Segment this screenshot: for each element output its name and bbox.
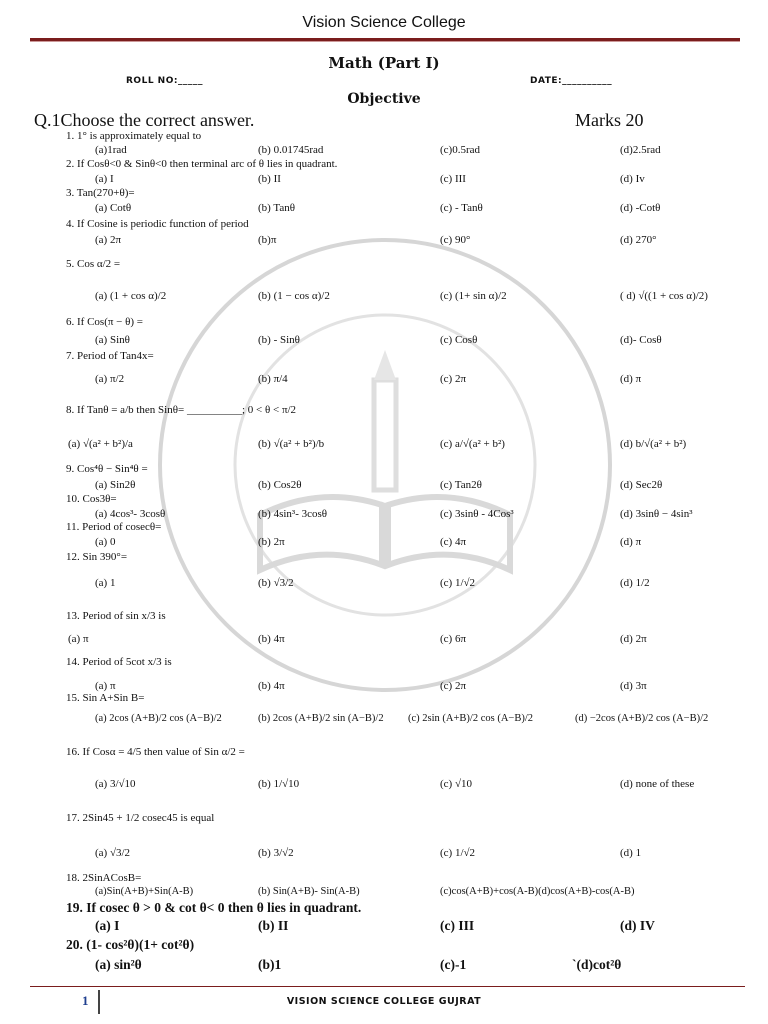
option-d: (d) none of these: [620, 778, 695, 790]
option-c: (c) 2sin (A+B)/2 cos (A−B)/2: [408, 713, 533, 724]
option-b: (b) 4π: [258, 633, 285, 645]
option-a: (a)Sin(A+B)+Sin(A-B): [95, 886, 194, 897]
question-stem: 16. If Cosα = 4/5 then value of Sin α/2 =: [66, 746, 245, 758]
header-divider: [30, 38, 740, 42]
option-b: (b) - Sinθ: [258, 334, 300, 346]
option-a: (a) √(a² + b²)/a: [68, 438, 133, 450]
question-stem: 7. Period of Tan4x=: [66, 350, 154, 362]
question-stem: 6. If Cos(π − θ) =: [66, 316, 143, 328]
option-d: (d) Iv: [620, 173, 645, 185]
option-a: (a) Sinθ: [95, 334, 130, 346]
roll-number-field: ROLL NO:_____: [126, 76, 203, 86]
option-d: (d) 270°: [620, 234, 657, 246]
option-b: (b) π/4: [258, 373, 288, 385]
option-d: (d) −2cos (A+B)/2 cos (A−B)/2: [575, 713, 709, 724]
question-stem: 12. Sin 390°=: [66, 551, 128, 563]
option-a: (a) 3/√10: [95, 778, 136, 790]
footer-college-name: VISION SCIENCE COLLEGE GUJRAT: [286, 996, 482, 1007]
option-a: (a) 1: [95, 577, 116, 589]
question-stem: 8. If Tanθ = a/b then Sinθ= __________; 0 < θ < π/2: [66, 404, 297, 416]
option-c: (c) (1+ sin α)/2: [440, 290, 507, 302]
question-stem: 13. Period of sin x/3 is: [66, 610, 166, 622]
option-c: (c) 1/√2: [440, 847, 476, 859]
option-d: (d) 3π: [620, 680, 647, 692]
question-stem: 19. If cosec θ > 0 & cot θ< 0 then θ lies in quadrant.: [66, 900, 362, 915]
option-a: (a) Cotθ: [95, 202, 132, 214]
option-b: (b) 1/√10: [258, 778, 300, 790]
section-heading: Q.1Choose the correct answer.: [34, 110, 255, 130]
option-a: (a) √3/2: [95, 847, 131, 859]
option-c: (c) 3sinθ - 4Cos³: [440, 508, 514, 520]
option-c: (c) III: [440, 918, 475, 933]
option-c: (c) √10: [440, 778, 472, 790]
option-d: (d) 3sinθ − 4sin³: [620, 508, 693, 520]
option-d: (d) 1: [620, 847, 642, 859]
option-d: (d) 2π: [620, 633, 647, 645]
question-stem: 3. Tan(270+θ)=: [66, 187, 135, 199]
option-d: (d) IV: [620, 918, 655, 933]
question-stem: 15. Sin A+Sin B=: [66, 692, 145, 704]
option-c: (c) a/√(a² + b²): [440, 438, 505, 450]
marks-label: Marks 20: [575, 110, 644, 130]
option-c: (c) Cosθ: [440, 334, 478, 346]
option-c: (c) 2π: [440, 373, 467, 385]
option-d: ( d) √((1 + cos α)/2): [620, 290, 708, 302]
option-b: (b) II: [258, 173, 281, 185]
option-d: (d)- Cosθ: [620, 334, 662, 346]
option-c: (c) III: [440, 173, 466, 185]
option-a: (a) π: [68, 633, 89, 645]
page-title: Math (Part I): [328, 54, 440, 72]
option-b: (b) 2cos (A+B)/2 sin (A−B)/2: [258, 713, 384, 724]
header-college-name: Vision Science College: [302, 14, 466, 31]
option-c: (c) 2π: [440, 680, 467, 692]
option-d: (d) -Cotθ: [620, 202, 661, 214]
college-seal-watermark: [150, 230, 620, 700]
option-b: (b)1: [258, 957, 282, 972]
question-stem: 18. 2SinACosB=: [66, 872, 142, 884]
option-c: (c) - Tanθ: [440, 202, 483, 214]
question-stem: 9. Cos⁴θ − Sin⁴θ =: [66, 463, 148, 475]
option-a: (a)1rad: [95, 144, 127, 156]
option-c: (c) 90°: [440, 234, 471, 246]
option-b: (b) Cos2θ: [258, 479, 302, 491]
option-d: (d) Sec2θ: [620, 479, 663, 491]
option-b: (b)π: [258, 234, 277, 246]
option-d: (d)2.5rad: [620, 144, 661, 156]
option-a: (a) (1 + cos α)/2: [95, 290, 167, 302]
question-stem: 20. (1- cos²θ)(1+ cot²θ): [66, 937, 195, 952]
option-a: (a) Sin2θ: [95, 479, 136, 491]
option-b: (b) (1 − cos α)/2: [258, 290, 330, 302]
option-d: (d) b/√(a² + b²): [620, 438, 687, 450]
question-stem: 2. If Cosθ<0 & Sinθ<0 then terminal arc of θ lies in quadrant.: [66, 158, 338, 170]
option-b: (b) Tanθ: [258, 202, 295, 214]
question-stem: 14. Period of 5cot x/3 is: [66, 656, 172, 668]
question-stem: 10. Cos3θ=: [66, 493, 117, 505]
option-b: (b) √3/2: [258, 577, 294, 589]
option-a: (a) sin²θ: [95, 957, 142, 972]
question-stem: 17. 2Sin45 + 1/2 cosec45 is equal: [66, 812, 215, 824]
option-c: (c) 4π: [440, 536, 467, 548]
option-a: (a) I: [95, 173, 114, 185]
option-c: (c) 1/√2: [440, 577, 476, 589]
option-b: (b) √(a² + b²)/b: [258, 438, 325, 450]
option-d: (d) π: [620, 373, 642, 385]
date-field: DATE:__________: [530, 76, 613, 86]
option-c: (c)-1: [440, 957, 467, 972]
option-d: (d) π: [620, 536, 642, 548]
option-b: (b) Sin(A+B)- Sin(A-B): [258, 886, 360, 897]
option-a: (a) 2π: [95, 234, 122, 246]
option-b: (b) 2π: [258, 536, 285, 548]
option-b: (b) 0.01745rad: [258, 144, 324, 156]
page-number: 1: [82, 993, 89, 1008]
option-a: (a) I: [95, 918, 120, 933]
question-stem: 4. If Cosine is periodic function of period: [66, 218, 249, 230]
option-c-d: (c)cos(A+B)+cos(A-B)(d)cos(A+B)-cos(A-B): [440, 886, 635, 897]
option-c: (c) 6π: [440, 633, 467, 645]
option-d: (d) 1/2: [620, 577, 650, 589]
option-a: (a) π: [95, 680, 116, 692]
option-c: (c)0.5rad: [440, 144, 481, 156]
option-c: (c) Tan2θ: [440, 479, 482, 491]
footer-divider: [30, 986, 745, 987]
option-a: (a) 4cos³- 3cosθ: [95, 508, 166, 520]
option-b: (b) 3/√2: [258, 847, 294, 859]
option-d: `(d)cot²θ: [572, 957, 622, 972]
option-b: (b) II: [258, 918, 289, 933]
question-stem: 5. Cos α/2 =: [66, 258, 121, 270]
question-stem: 1. 1° is approximately equal to: [66, 130, 202, 142]
option-b: (b) 4sin³- 3cosθ: [258, 508, 328, 520]
option-a: (a) 0: [95, 536, 116, 548]
option-a: (a) 2cos (A+B)/2 cos (A−B)/2: [95, 713, 222, 724]
question-stem: 11. Period of cosecθ=: [66, 521, 162, 533]
section-subtitle: Objective: [347, 91, 421, 107]
option-a: (a) π/2: [95, 373, 125, 385]
option-b: (b) 4π: [258, 680, 285, 692]
